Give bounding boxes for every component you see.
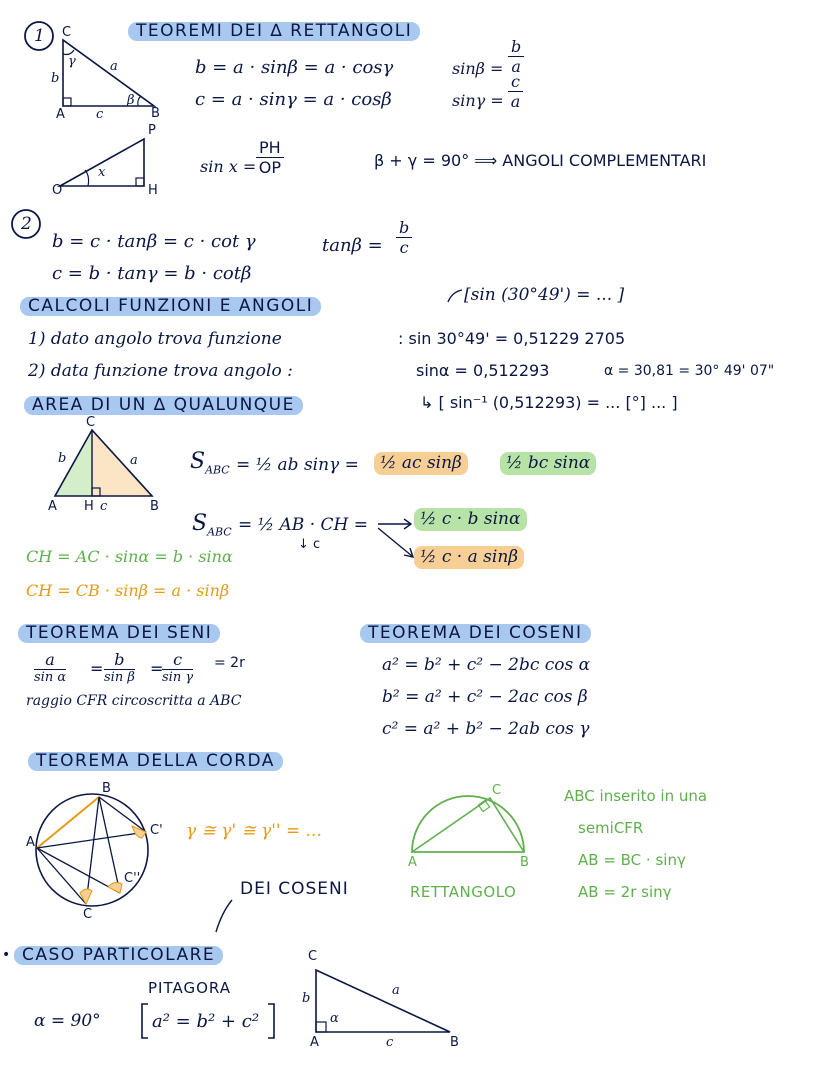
coseni-eq-3: c² = a² + b² − 2ab cos γ [382,719,590,739]
caso-label-alpha: α [330,1011,339,1026]
semi-label-c: C [492,783,502,798]
semi-rettangolo: RETTANGOLO [410,883,517,901]
calc-item-2-result: sinα = 0,512293 [416,361,550,380]
corda-label-b: B [102,781,111,796]
calc-note: [sin (30°49') = ... ] [464,285,625,305]
area-s2-sub: ABC [207,525,232,539]
seni-frac-3-den: sin γ [162,670,194,685]
sinb-den: a [511,57,521,76]
area-tri-label-b-vertex: B [150,499,159,514]
beta-arc-1 [138,96,141,106]
area-tri-label-c: c [100,499,108,514]
seni-frac-2-num: b [104,650,135,670]
semi-triangle [412,798,524,852]
tri2-label-x: x [98,165,106,180]
area-s2-under: ↓ c [298,537,321,552]
area-tri-label-a-vertex: A [48,499,57,514]
ch-green: CH = AC · sinα = b · sinα [26,547,233,566]
sing-lhs: sinγ = [452,91,504,110]
angle-mark-c [80,889,92,904]
calc-item-1: 1) dato angolo trova funzione [28,329,282,349]
bracket-left [142,1004,148,1038]
section-1-eq2: c = a · sinγ = a · cosβ [195,89,392,110]
chord-bc2 [99,797,120,893]
tri1-label-a-vertex: A [56,107,65,122]
sinx-den: OP [258,158,281,177]
sinx-lhs: sin x = [200,157,257,176]
coseni-eq-1: a² = b² + c² − 2bc cos α [382,655,591,675]
seni-frac-1 [34,650,66,685]
area-s2-eq: = ½ AB · CH = [238,515,368,535]
tri1-label-b-vertex: B [151,106,160,121]
caso-label-b: b [302,991,311,1006]
area-tri-label-h: H [84,499,94,514]
corda-label-a: A [26,835,35,850]
calc-item-2: 2) data funzione trova angolo : [28,361,293,381]
area-tri-label-b: b [58,451,67,466]
seni-eq-sign-2: = [150,659,164,678]
semi-label-b: B [520,855,529,870]
semi-note-1: ABC inserito in una [564,787,708,805]
tri1-label-gamma: γ [68,54,76,69]
right-angle-mark-1 [63,98,71,106]
corda-gamma-eq: γ ≅ γ' ≅ γ'' = ... [186,821,322,841]
corda-dei-coseni: DEI COSENI [240,879,349,899]
section-2-eq2: c = b · tanγ = b · cotβ [52,263,252,284]
seni-eq-2r: = 2r [214,655,245,671]
caso-label-c: c [386,1035,394,1050]
tri1-label-b: b [51,71,60,86]
section-1-eq1: b = a · sinβ = a · cosγ [195,57,394,78]
calc-item-2-note: ↳ [ sin⁻¹ (0,512293) = ... [°] ... ] [420,393,678,412]
section-2-number: 2 [21,214,32,234]
seni-frac-1-den: sin α [34,670,67,685]
area-s1-eq: = ½ ab sinγ = [236,455,359,475]
caso-alpha: α = 90° [34,1011,101,1031]
arrow-to-orange [378,528,412,556]
corda-label-c1: C' [150,823,163,838]
seni-title: TEOREMA DEI SENI [18,624,220,643]
area-title: AREA DI UN ∆ QUALUNQUE [24,396,303,415]
sinx-num: PH [256,138,284,158]
caso-formula: a² = b² + c² [152,1011,260,1032]
area-s1-orange: ½ ac sinβ [374,452,468,475]
right-angle-mark-oph [136,178,144,186]
calc-title: CALCOLI FUNZIONI E ANGOLI [20,297,321,316]
semi-label-a: A [408,855,417,870]
section-2-eq1: b = c · tanβ = c · cot γ [52,231,256,252]
area-s1-green: ½ bc sinα [500,452,596,475]
coseni-title: TEOREMA DEI COSENI [360,624,591,643]
seni-frac-3-num: c [162,650,193,670]
semi-note-3: AB = BC · sinγ [578,851,686,869]
semi-note-2: semiCFR [578,819,644,837]
calc-item-1-result: : sin 30°49' = 0,51229 2705 [398,329,626,348]
area-s2-green: ½ c · b sinα [414,508,527,531]
corda-label-c2: C'' [124,871,141,886]
caso-bullet: • [2,947,11,963]
coseni-eq-2: b² = a² + c² − 2ac cos β [382,687,588,707]
seni-frac-1-num: a [34,650,66,670]
tri1-label-c-vertex: C [62,25,72,40]
calc-note-arrow [448,290,462,302]
tri1-label-beta: β [127,93,135,108]
caso-pitagora: PITAGORA [148,979,231,997]
seni-note: raggio CFR circoscritta a ABC [26,693,242,709]
chord-bc [86,797,99,904]
sing-den: a [510,92,521,111]
area-tri-label-c-vertex: C [86,415,96,430]
bracket-right [268,1004,274,1038]
caso-label-a-vertex: A [310,1035,319,1050]
seni-frac-3 [162,650,193,685]
tan-lhs: tanβ = [322,235,383,256]
caso-title: CASO PARTICOLARE [14,946,223,965]
sinx-fraction [256,138,284,177]
area-s1 [190,450,230,476]
tri2-label-p: P [148,123,156,138]
calc-item-2-alpha: α = 30,81 = 30° 49' 07" [604,363,775,379]
caso-right-angle [316,1022,326,1032]
seni-eq-sign-1: = [90,659,104,678]
tri1-label-c: c [96,107,104,122]
area-s1-symbol: S [190,449,206,474]
complementary-angles: β + γ = 90° ⟹ ANGOLI COMPLEMENTARI [374,151,707,170]
chord-ac [37,848,86,904]
tri1-label-a: a [110,59,118,74]
tri2-label-o: O [52,183,63,198]
semi-note-4: AB = 2r sinγ [578,883,672,901]
sing-num: c [508,72,523,92]
seni-frac-2 [104,650,135,685]
angle-mark-c2 [108,883,122,893]
section-1-number: 1 [34,26,45,46]
sinb-fraction [508,37,524,76]
area-tri-label-a: a [130,453,138,468]
tri2-label-h: H [148,183,158,198]
ch-orange: CH = CB · sinβ = a · sinβ [26,581,230,600]
tan-num: b [396,218,412,238]
area-s2-orange: ½ c · a sinβ [414,546,524,569]
sinb-lhs: sinβ = [452,59,504,78]
caso-label-c-vertex: C [308,949,318,964]
tan-den: c [399,238,409,257]
corda-title: TEOREMA DELLA CORDA [28,752,283,771]
section-1-title: TEOREMI DEI ∆ RETTANGOLI [128,22,420,41]
tan-fraction [396,218,412,257]
caso-label-b-vertex: B [450,1035,459,1050]
corda-label-c: C [83,907,93,922]
area-s2 [192,512,232,538]
sinb-num: b [508,37,524,57]
area-s2-symbol: S [192,511,208,536]
seni-frac-2-den: sin β [104,670,135,685]
dei-coseni-hook [216,900,232,932]
area-s1-sub: ABC [205,463,230,477]
sing-fraction [508,72,523,111]
caso-label-a: a [392,983,400,998]
